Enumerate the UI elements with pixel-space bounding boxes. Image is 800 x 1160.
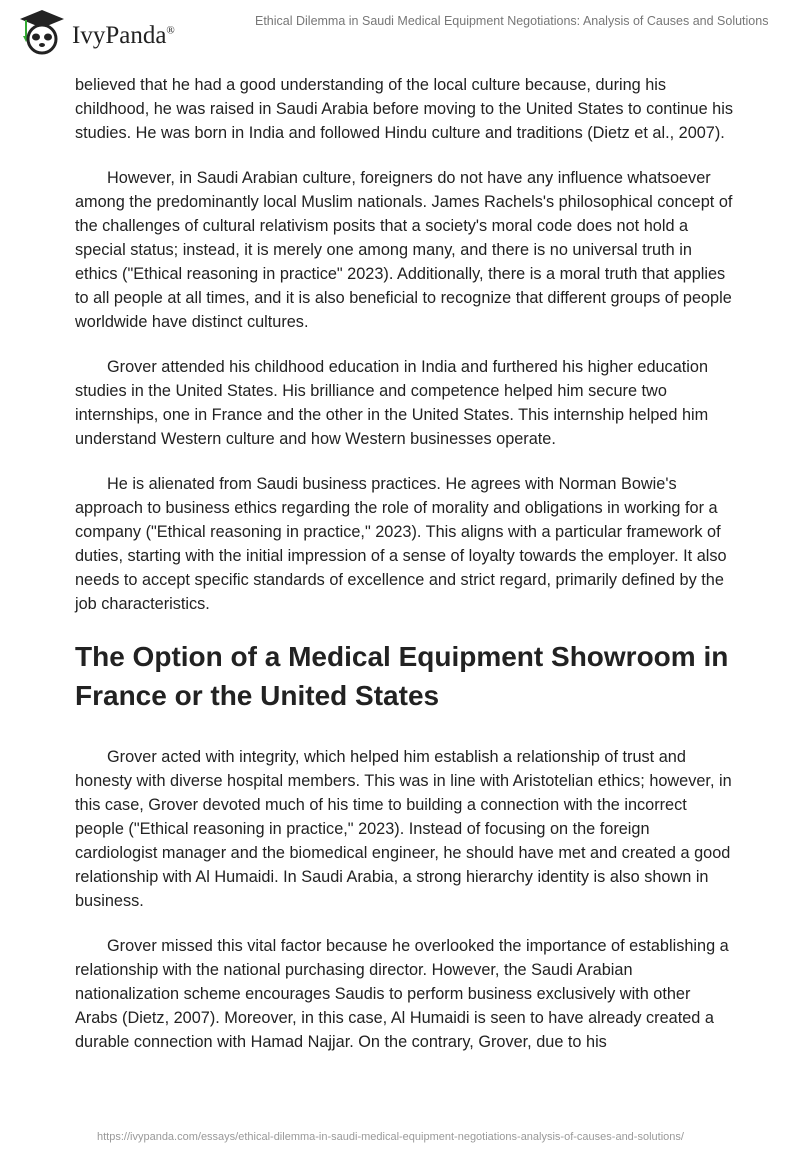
registered-mark: ®	[166, 24, 175, 37]
logo-text	[72, 22, 175, 50]
paragraph: Grover missed this vital factor because he overlooked the importance of establishing a relationship with the national purchasing director. However, the Saudi Arabian nationalization scheme encourages Saudis to perform business exclusively with other Arabs (Dietz, 2007). Moreover, in this case, Al Humaidi is seen to have already created a durable connection with Hamad Najjar. On the contrary, Grover, due to his	[75, 937, 729, 1051]
ivypanda-logo[interactable]	[18, 8, 175, 56]
page-url[interactable]: https://ivypanda.com/essays/ethical-dilemma-in-saudi-medical-equipment-negotiations-analysis-of-causes-and-solutions/	[97, 1131, 684, 1143]
paragraph: Grover acted with integrity, which helped him establish a relationship of trust and honesty with diverse hospital members. This was in line with Aristotelian ethics; however, in this case, Grover devoted much of his time to building a connection with the incorrect people ("Ethical reasoning in practice," 2023). Instead of focusing on the foreign cardiologist manager and the biomedical engineer, he should have met and created a good relationship with Al Humaidi. In Saudi Arabia, a strong hierarchy identity is also shown in business.	[75, 748, 732, 910]
paragraph: He is alienated from Saudi business practices. He agrees with Norman Bowie's approach to business ethics regarding the role of morality and obligations in working for a company ("Ethical reasoning in practice," 2023). This aligns with a particular framework of duties, starting with the initial impression of a sense of loyalty towards the employer. It also needs to accept specific standards of excellence and strict regard, primarily defined by the job characteristics.	[75, 475, 727, 613]
paragraph: Grover attended his childhood education in India and furthered his higher education studies in the United States. His brilliance and competence helped him secure two internships, one in France and the other in the United States. This internship helped him understand Western culture and how Western businesses operate.	[75, 358, 709, 448]
essay-body	[75, 73, 735, 1075]
section-heading: The Option of a Medical Equipment Showroom in France or the United States	[75, 641, 729, 711]
logo-name: IvyPanda	[72, 22, 167, 49]
paragraph: However, in Saudi Arabian culture, foreigners do not have any influence whatsoever among the predominantly local Muslim nationals. James Rachels's philosophical concept of the challenges of cultural relativism posits that a society's moral code does not hold a special status; instead, it is merely one among many, and there is no universal truth in ethics ("Ethical reasoning in practice" 2023). Additionally, there is a moral truth that applies to all people at all times, and it is also beneficial to recognize that different groups of people worldwide have distinct cultures.	[75, 169, 733, 331]
page-header	[0, 0, 800, 60]
paragraph: believed that he had a good understanding of the local culture because, during his childhood, he was raised in Saudi Arabia before moving to the United States to continue his studies. He was born in India and followed Hindu culture and traditions (Dietz et al., 2007).	[75, 76, 733, 142]
panda-graduate-icon	[18, 8, 66, 56]
document-title: Ethical Dilemma in Saudi Medical Equipment Negotiations: Analysis of Causes and Solutions	[255, 14, 769, 28]
